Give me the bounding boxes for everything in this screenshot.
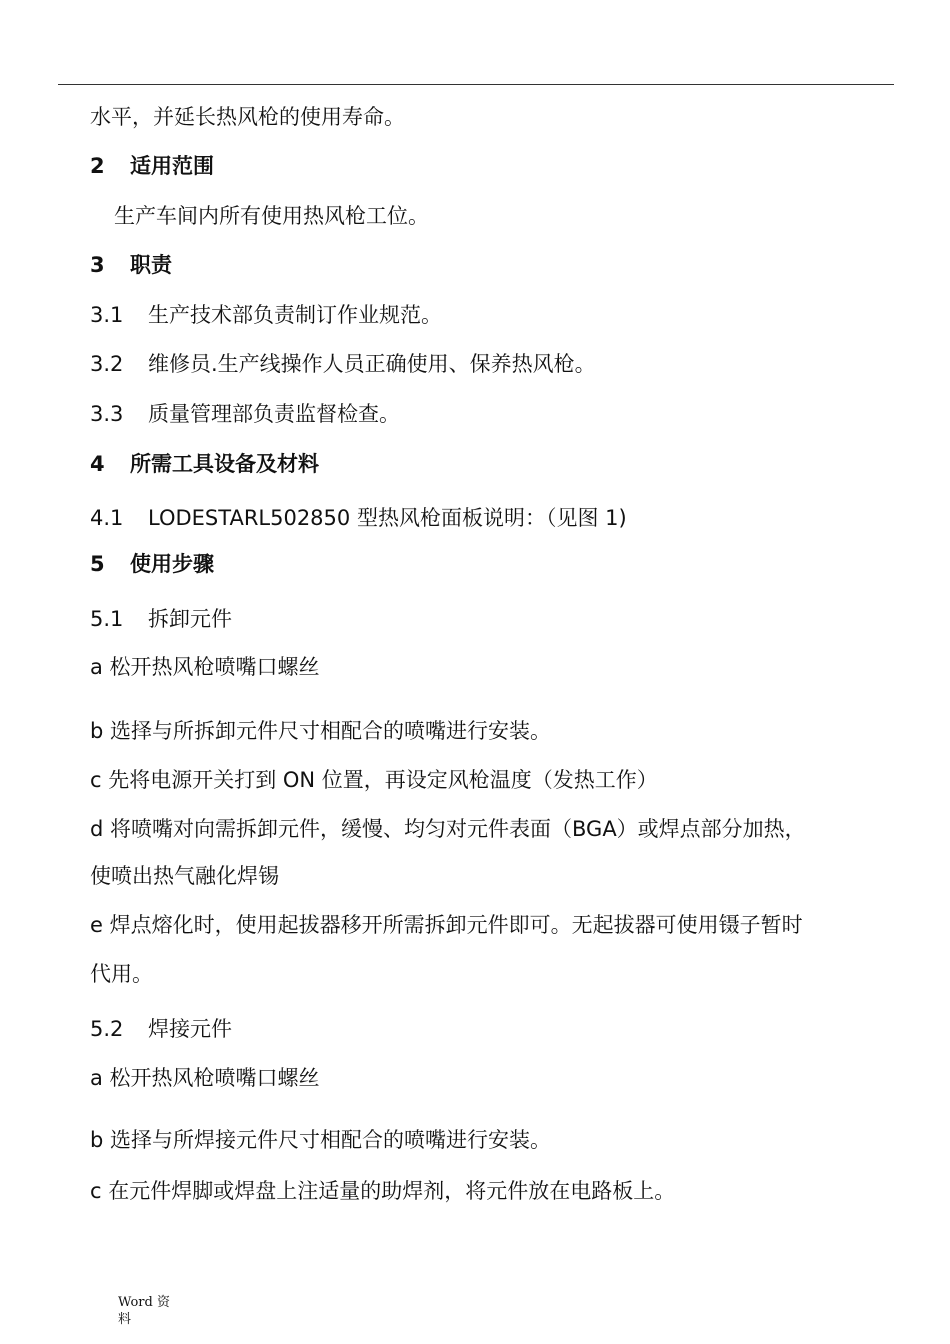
text-line: 生产车间内所有使用热风枪工位。 xyxy=(114,204,429,228)
subsection-text: 维修员.生产线操作人员正确使用、保养热风枪。 xyxy=(148,352,596,376)
step-item: b 选择与所焊接元件尺寸相配合的喷嘴进行安装。 xyxy=(90,1128,552,1152)
section-number: 4 xyxy=(90,452,105,476)
section-title: 所需工具设备及材料 xyxy=(130,452,319,476)
subsection-3-3 xyxy=(90,401,400,427)
subsection-text: LODESTARL502850 型热风枪面板说明：（见图 1) xyxy=(148,506,627,530)
section-heading-4 xyxy=(90,451,319,477)
text-line: 水平，并延长热风枪的使用寿命。 xyxy=(90,105,405,129)
section-number: 3 xyxy=(90,253,105,277)
section-number: 5 xyxy=(90,552,105,576)
step-item-continued: 代用。 xyxy=(90,962,153,986)
subsection-3-2 xyxy=(90,351,596,377)
subsection-4-1 xyxy=(90,505,627,531)
section-title: 适用范围 xyxy=(130,154,214,178)
page-footer: Word 资料 xyxy=(118,1295,170,1327)
step-item: c 在元件焊脚或焊盘上注适量的助焊剂，将元件放在电路板上。 xyxy=(90,1179,676,1203)
subsection-text: 生产技术部负责制订作业规范。 xyxy=(148,303,442,327)
step-item: a 松开热风枪喷嘴口螺丝 xyxy=(90,1066,320,1090)
step-item-continued: 使喷出热气融化焊锡 xyxy=(90,864,279,888)
subsection-number: 4.1 xyxy=(90,506,124,530)
subsection-number: 3.1 xyxy=(90,303,124,327)
step-item: e 焊点熔化时，使用起拔器移开所需拆卸元件即可。无起拔器可使用镊子暂时 xyxy=(90,913,803,937)
section-heading-3 xyxy=(90,252,172,278)
section-title: 使用步骤 xyxy=(130,552,214,576)
step-item: c 先将电源开关打到 ON 位置，再设定风枪温度（发热工作） xyxy=(90,768,658,792)
subsection-3-1 xyxy=(90,302,442,328)
subsection-number: 3.2 xyxy=(90,352,124,376)
step-item: d 将喷嘴对向需拆卸元件，缓慢、均匀对元件表面（BGA）或焊点部分加热， xyxy=(90,817,806,841)
section-number: 2 xyxy=(90,154,105,178)
subsection-text: 质量管理部负责监督检查。 xyxy=(148,402,400,426)
section-heading-2 xyxy=(90,153,214,179)
step-item: a 松开热风枪喷嘴口螺丝 xyxy=(90,655,320,679)
step-item: b 选择与所拆卸元件尺寸相配合的喷嘴进行安装。 xyxy=(90,719,552,743)
subsection-5-1 xyxy=(90,606,232,632)
subsection-5-2 xyxy=(90,1016,232,1042)
header-rule xyxy=(58,84,894,85)
section-title: 职责 xyxy=(130,253,172,277)
subsection-text: 焊接元件 xyxy=(148,1017,232,1041)
subsection-number: 3.3 xyxy=(90,402,124,426)
section-heading-5 xyxy=(90,551,214,577)
subsection-text: 拆卸元件 xyxy=(148,607,232,631)
subsection-number: 5.1 xyxy=(90,607,124,631)
subsection-number: 5.2 xyxy=(90,1017,124,1041)
